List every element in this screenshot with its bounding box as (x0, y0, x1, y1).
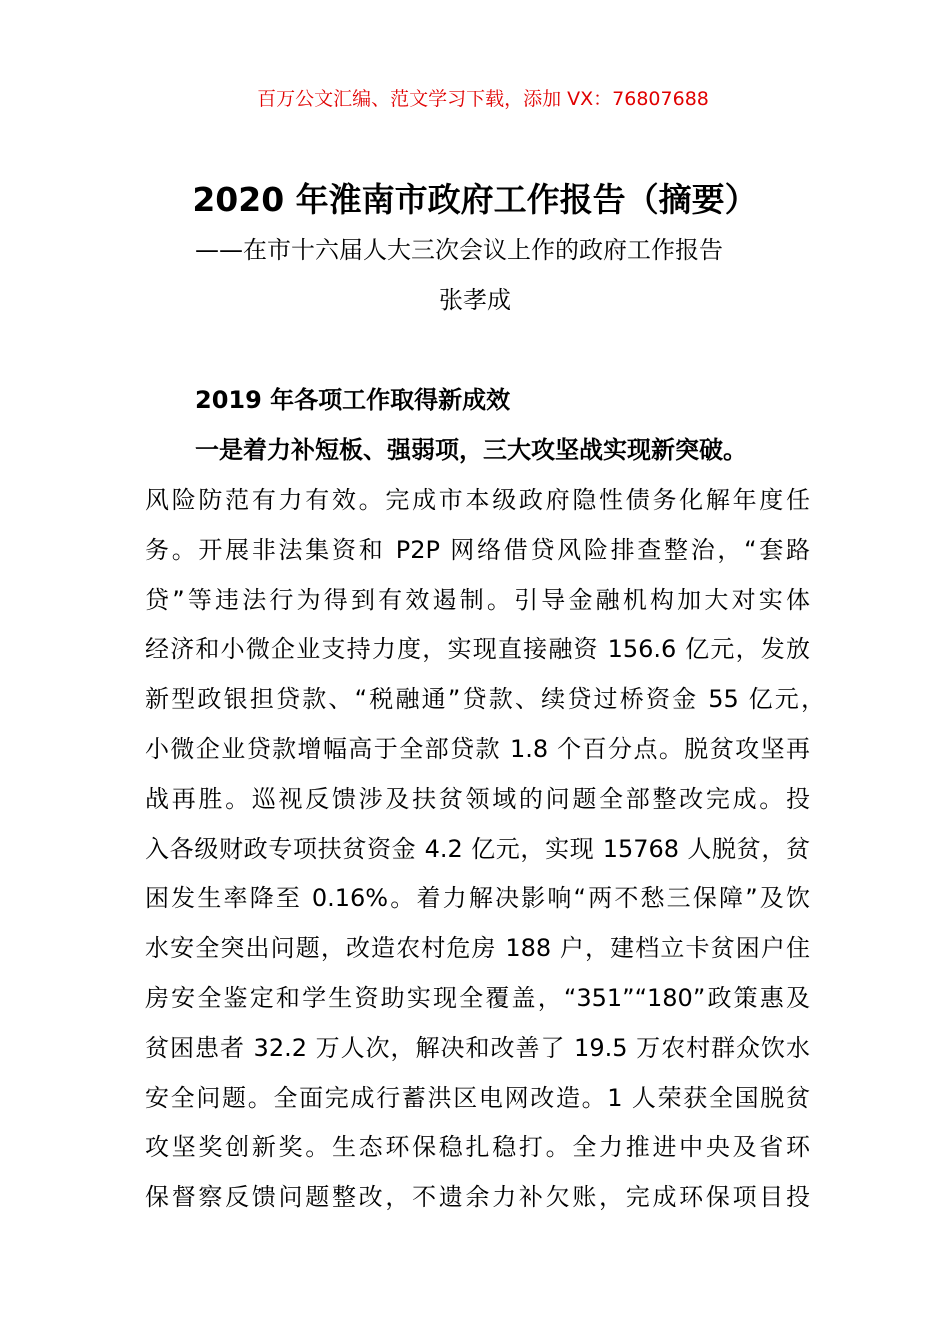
body-line: 经济和小微企业支持力度，实现直接融资 156.6 亿元，发放 (145, 635, 810, 664)
body-line: 务。开展非法集资和 P2P 网络借贷风险排查整治，“套路 (145, 535, 810, 564)
body-line: 新型政银担贷款、“税融通”贷款、续贷过桥资金 55 亿元， (145, 685, 825, 714)
body-line: 贷”等违法行为得到有效遏制。引导金融机构加大对实体 (145, 585, 810, 614)
body-line: 风险防范有力有效。完成市本级政府隐性债务化解年度任 (145, 486, 810, 514)
body-line: 战再胜。巡视反馈涉及扶贫领域的问题全部整改完成。投 (145, 784, 810, 813)
watermark-banner: 百万公文汇编、范文学习下载，添加 VX：76807688 (257, 88, 709, 110)
document-title: 2020 年淮南市政府工作报告（摘要） (192, 180, 758, 219)
body-line: 攻坚奖创新奖。生态环保稳扎稳打。全力推进中央及省环 (145, 1133, 810, 1162)
section-heading: 2019 年各项工作取得新成效 (195, 386, 511, 414)
body-line: 水安全突出问题，改造农村危房 188 户，建档立卡贫困户住 (145, 934, 810, 963)
body-line: 安全问题。全面完成行蓄洪区电网改造。1 人荣获全国脱贫 (145, 1083, 810, 1112)
body-line: 困发生率降至 0.16%。着力解决影响“两不愁三保障”及饮 (145, 884, 810, 913)
document-subtitle: ——在市十六届人大三次会议上作的政府工作报告 (195, 236, 723, 264)
body-line: 贫困患者 32.2 万人次，解决和改善了 19.5 万农村群众饮水 (145, 1033, 810, 1062)
body-line: 保督察反馈问题整改，不遗余力补欠账，完成环保项目投 (145, 1183, 810, 1212)
point-heading: 一是着力补短板、强弱项，三大攻坚战实现新突破。 (195, 436, 747, 464)
body-line: 入各级财政专项扶贫资金 4.2 亿元，实现 15768 人脱贫，贫 (145, 834, 810, 863)
body-line: 房安全鉴定和学生资助实现全覆盖，“351”“180”政策惠及 (145, 984, 810, 1012)
author: 张孝成 (439, 286, 511, 314)
body-line: 小微企业贷款增幅高于全部贷款 1.8 个百分点。脱贫攻坚再 (145, 735, 810, 763)
